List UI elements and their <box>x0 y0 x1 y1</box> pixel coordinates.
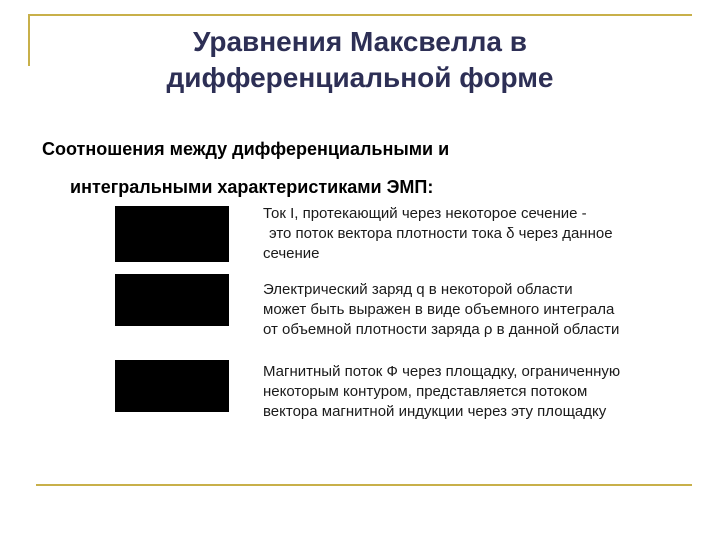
description-line: Магнитный поток Ф через площадку, ограниченную <box>263 363 621 380</box>
description-line: Ток I, протекающий через некоторое сечение - <box>263 205 587 222</box>
formula-image-magnetic-flux <box>115 360 229 412</box>
decorative-bottom-line <box>36 484 692 486</box>
description-charge <box>263 280 703 340</box>
slide-title-line-1: Уравнения Максвелла в <box>193 26 527 57</box>
decorative-vertical-line <box>28 14 30 66</box>
slide-title <box>40 24 680 96</box>
description-current <box>263 204 703 264</box>
description-line: Электрический заряд q в некоторой области <box>263 281 573 298</box>
slide-subtitle-line-2: интегральными характеристиками ЭМП: <box>70 177 434 197</box>
description-line: вектора магнитной индукции через эту площадку <box>263 403 607 420</box>
slide-subtitle-line-1: Соотношения между дифференциальными и <box>42 139 450 159</box>
description-line: это поток вектора плотности тока δ через данное <box>269 225 613 242</box>
description-magnetic-flux <box>263 362 703 422</box>
description-line: некоторым контуром, представляется потоком <box>263 383 588 400</box>
description-line: сечение <box>263 245 320 262</box>
description-line: может быть выражен в виде объемного интеграла <box>263 301 615 318</box>
description-line: от объемной плотности заряда ρ в данной области <box>263 321 620 338</box>
slide-title-line-2: дифференциальной форме <box>166 62 554 93</box>
decorative-top-line <box>28 14 692 16</box>
slide-subtitle <box>42 130 682 206</box>
formula-image-charge <box>115 274 229 326</box>
formula-image-current <box>115 206 229 262</box>
